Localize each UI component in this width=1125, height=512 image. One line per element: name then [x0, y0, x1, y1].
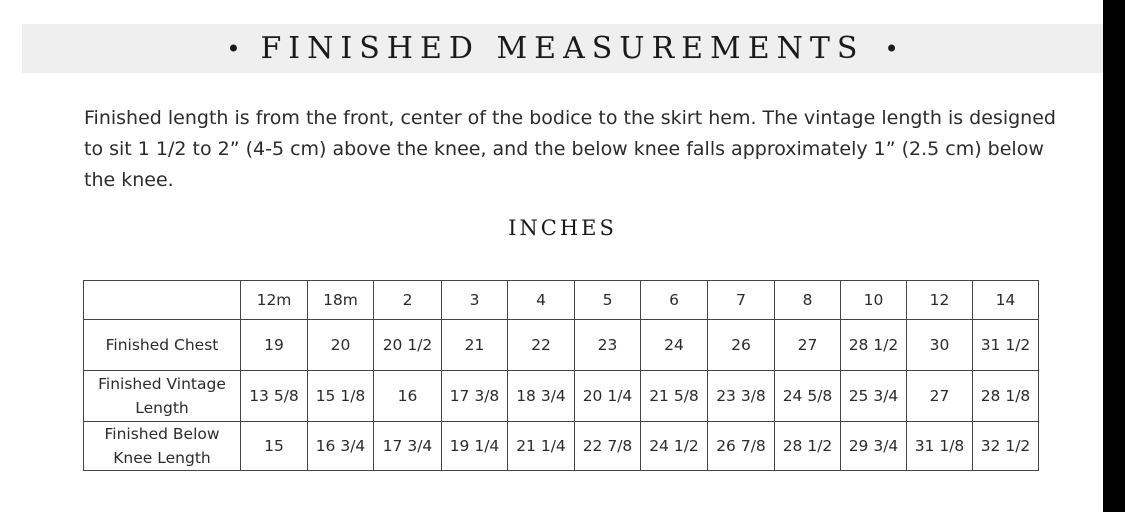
size-header: 10	[841, 281, 907, 320]
size-header: 6	[641, 281, 708, 320]
table-cell: 17 3/8	[442, 371, 508, 422]
table-cell: 21 1/4	[508, 422, 575, 471]
table-cell: 23 3/8	[708, 371, 775, 422]
table-cell: 20	[308, 320, 374, 371]
table-cell: 26	[708, 320, 775, 371]
table-cell: 28 1/2	[841, 320, 907, 371]
row-label: Finished Below Knee Length	[84, 422, 241, 471]
table-cell: 21	[442, 320, 508, 371]
table-cell: 25 3/4	[841, 371, 907, 422]
table-cell: 30	[907, 320, 973, 371]
size-header: 18m	[308, 281, 374, 320]
title-band	[22, 24, 1103, 73]
size-header: 4	[508, 281, 575, 320]
table-cell: 22	[508, 320, 575, 371]
row-label: Finished Chest	[84, 320, 241, 371]
row-label: Finished Vintage Length	[84, 371, 241, 422]
table-cell: 27	[907, 371, 973, 422]
table-cell: 19	[241, 320, 308, 371]
table-cell: 32 1/2	[973, 422, 1039, 471]
table-cell: 31 1/2	[973, 320, 1039, 371]
table-cell: 28 1/2	[775, 422, 841, 471]
measurements-table	[83, 280, 1039, 471]
table-cell: 29 3/4	[841, 422, 907, 471]
table-cell: 28 1/8	[973, 371, 1039, 422]
table-cell: 22 7/8	[575, 422, 641, 471]
table-cell: 18 3/4	[508, 371, 575, 422]
table-cell: 15	[241, 422, 308, 471]
table-cell: 31 1/8	[907, 422, 973, 471]
table-cell: 17 3/4	[374, 422, 442, 471]
table-cell: 24 5/8	[775, 371, 841, 422]
table-cell: 23	[575, 320, 641, 371]
size-header-row	[84, 281, 1039, 320]
table-cell: 26 7/8	[708, 422, 775, 471]
table-cell: 20 1/2	[374, 320, 442, 371]
table-row-below-knee-length	[84, 422, 1039, 471]
size-header: 7	[708, 281, 775, 320]
size-header: 12	[907, 281, 973, 320]
size-header: 2	[374, 281, 442, 320]
table-cell: 19 1/4	[442, 422, 508, 471]
table-cell: 16 3/4	[308, 422, 374, 471]
table-cell: 13 5/8	[241, 371, 308, 422]
size-header: 8	[775, 281, 841, 320]
size-header: 14	[973, 281, 1039, 320]
table-cell: 27	[775, 320, 841, 371]
table-cell: 16	[374, 371, 442, 422]
table-cell: 24 1/2	[641, 422, 708, 471]
size-header: 12m	[241, 281, 308, 320]
title-bullet-right: •	[884, 34, 899, 63]
table-cell: 15 1/8	[308, 371, 374, 422]
units-heading: INCHES	[508, 216, 617, 240]
table-cell: 24	[641, 320, 708, 371]
size-header: 3	[442, 281, 508, 320]
page-title: FINISHED MEASUREMENTS	[260, 31, 865, 66]
table-cell: 20 1/4	[575, 371, 641, 422]
table-row-vintage-length	[84, 371, 1039, 422]
table-row-chest	[84, 320, 1039, 371]
corner-cell	[84, 281, 241, 320]
intro-paragraph: Finished length is from the front, center of the bodice to the skirt hem. The vintage length is designed to sit 1 1/2 to 2” (4-5 cm) above the knee, and the below knee falls approximately 1” (2.5 cm) below the knee.	[84, 107, 1056, 191]
size-header: 5	[575, 281, 641, 320]
table-cell: 21 5/8	[641, 371, 708, 422]
title-bullet-left: •	[226, 34, 241, 63]
